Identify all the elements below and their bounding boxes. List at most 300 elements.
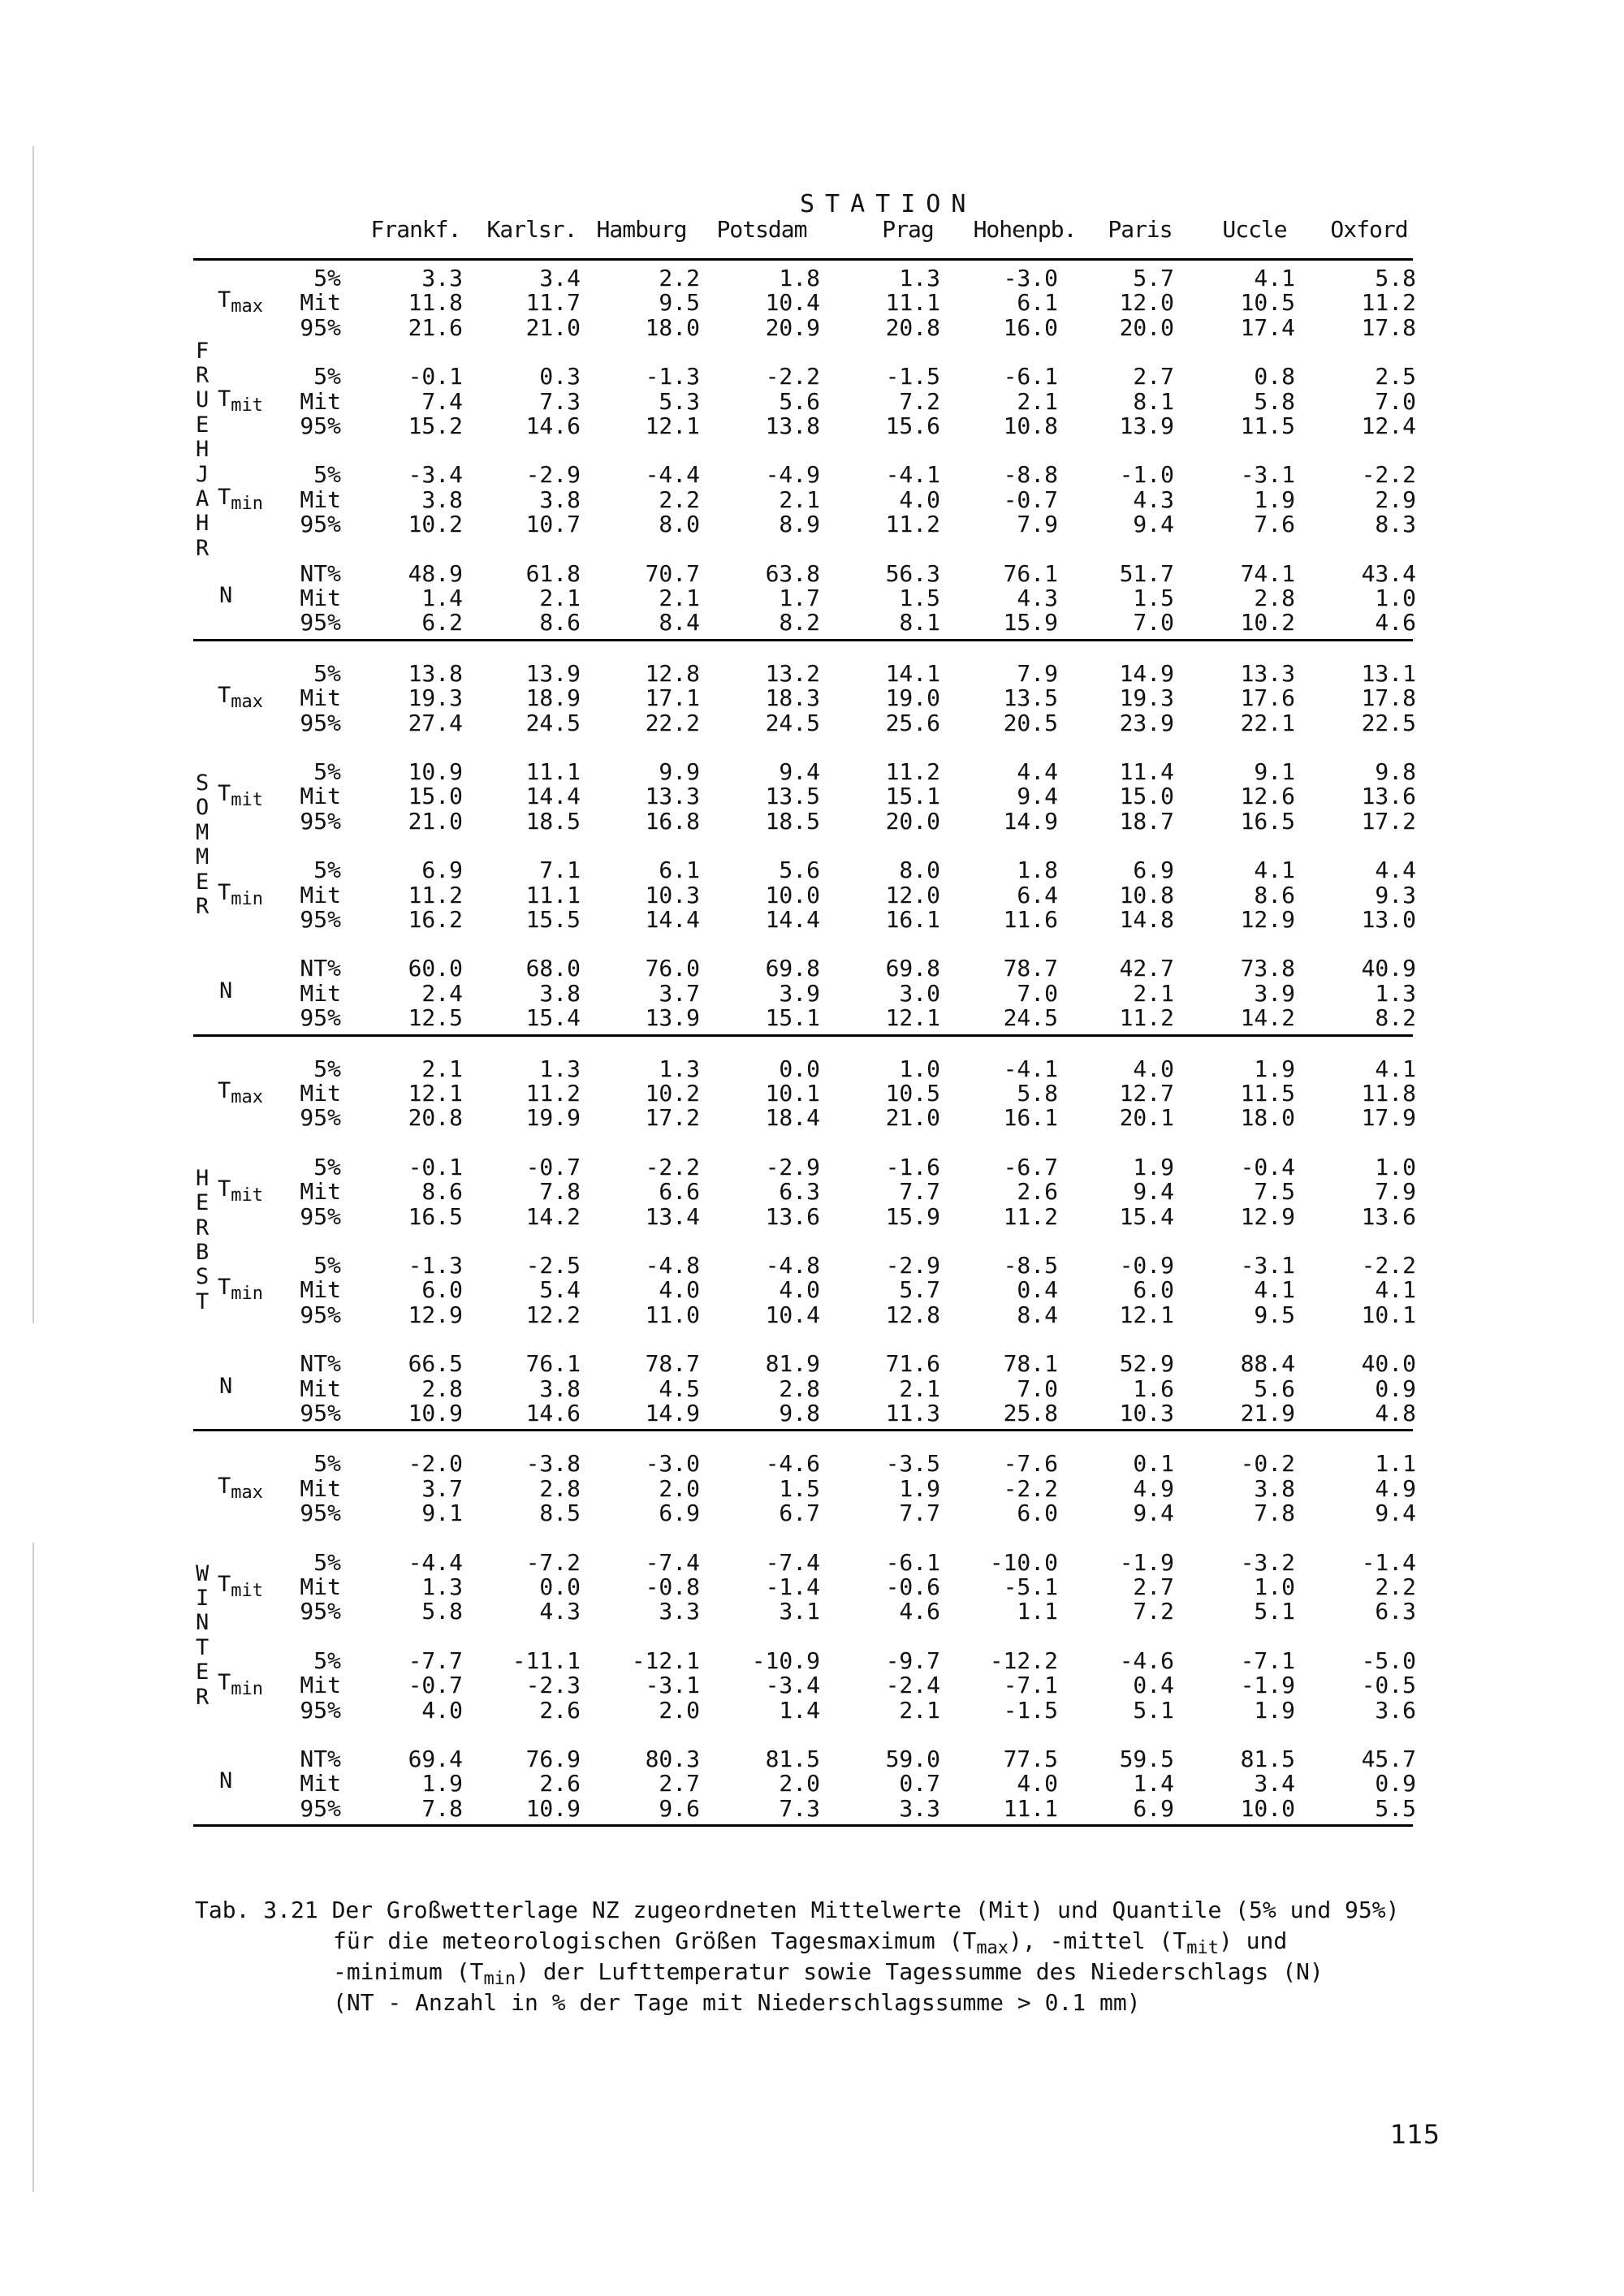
season-rule xyxy=(193,1429,1413,1431)
value-cell: 2.8 xyxy=(779,1375,820,1402)
season-letter: H xyxy=(196,1165,209,1191)
value-cell: 13.8 xyxy=(408,659,463,687)
value-cell: 20.8 xyxy=(408,1104,463,1132)
value-cell: 0.4 xyxy=(1017,1276,1058,1304)
value-cell: 69.8 xyxy=(765,955,820,982)
value-cell: 68.0 xyxy=(525,955,581,982)
value-cell: 1.9 xyxy=(1254,1696,1295,1724)
value-cell: -1.9 xyxy=(1119,1548,1174,1576)
value-cell: 73.8 xyxy=(1240,955,1295,982)
season-letter: I xyxy=(196,1586,209,1611)
value-cell: 2.1 xyxy=(421,1055,463,1082)
value-cell: 3.1 xyxy=(779,1598,820,1625)
variable-label: $T_{mit}$ xyxy=(218,1176,264,1206)
value-cell: 15.1 xyxy=(885,783,940,810)
season-letter: B xyxy=(196,1240,209,1265)
value-cell: 1.0 xyxy=(1254,1573,1295,1600)
value-cell: 51.7 xyxy=(1119,559,1174,587)
value-cell: 16.5 xyxy=(1240,807,1295,835)
value-cell: 8.9 xyxy=(779,511,820,538)
value-cell: 81.9 xyxy=(765,1350,820,1378)
quantile-label: NT% xyxy=(300,559,341,587)
value-cell: 1.0 xyxy=(1375,585,1416,611)
value-cell: 12.8 xyxy=(885,1301,940,1328)
value-cell: 2.5 xyxy=(1375,363,1416,391)
value-cell: 8.6 xyxy=(1254,881,1295,908)
quantile-label: Mit xyxy=(300,1672,341,1699)
season-rule xyxy=(193,1824,1413,1827)
value-cell: 1.3 xyxy=(1375,979,1416,1007)
value-cell: 0.8 xyxy=(1254,363,1295,391)
value-cell: 1.5 xyxy=(779,1474,820,1502)
value-cell: 18.7 xyxy=(1119,807,1174,835)
caption-line-2: für die meteorologischen Größen Tagesmaximum $(T_{max})$, -mittel $(T_{mit})$ und xyxy=(333,1927,1288,1958)
caption-line-4: (NT - Anzahl in % der Tage mit Niederschlagssumme > 0.1 mm) xyxy=(333,1989,1141,2016)
value-cell: 10.1 xyxy=(1361,1301,1416,1328)
quantile-label: Mit xyxy=(300,1375,341,1402)
value-cell: -0.2 xyxy=(1240,1450,1295,1478)
value-cell: -10.0 xyxy=(989,1548,1058,1576)
value-cell: 10.9 xyxy=(408,758,463,785)
value-cell: -2.2 xyxy=(1003,1474,1058,1502)
quantile-label: 95% xyxy=(300,1301,341,1328)
value-cell: -0.7 xyxy=(1003,486,1058,513)
value-cell: 13.8 xyxy=(765,412,820,439)
value-cell: -7.6 xyxy=(1003,1450,1058,1478)
quantile-label: Mit xyxy=(300,881,341,908)
season-letter: E xyxy=(196,869,209,895)
variable-label: $T_{max}$ xyxy=(218,1078,264,1107)
variable-label: $T_{min}$ xyxy=(218,1670,264,1700)
value-cell: 10.2 xyxy=(645,1080,700,1107)
value-cell: 11.3 xyxy=(885,1400,940,1426)
value-cell: 4.1 xyxy=(1375,1055,1416,1082)
station-header: Paris xyxy=(1108,216,1173,243)
value-cell: 7.8 xyxy=(1254,1500,1295,1527)
value-cell: 7.7 xyxy=(899,1178,940,1206)
quantile-label: 95% xyxy=(300,807,341,835)
value-cell: 4.9 xyxy=(1133,1474,1174,1502)
value-cell: 1.3 xyxy=(659,1055,700,1082)
value-cell: 15.9 xyxy=(885,1202,940,1230)
value-cell: 10.4 xyxy=(765,289,820,317)
value-cell: -1.3 xyxy=(645,363,700,391)
value-cell: -4.1 xyxy=(885,461,940,489)
value-cell: 19.3 xyxy=(408,684,463,712)
value-cell: 18.0 xyxy=(1240,1104,1295,1132)
quantile-label: 5% xyxy=(313,1450,341,1478)
scan-margin-line xyxy=(32,1543,34,2192)
value-cell: 21.0 xyxy=(525,313,581,341)
value-cell: 15.4 xyxy=(1119,1202,1174,1230)
value-cell: 11.2 xyxy=(885,758,940,785)
value-cell: 2.1 xyxy=(539,585,581,611)
value-cell: 61.8 xyxy=(525,559,581,587)
value-cell: -1.5 xyxy=(885,363,940,391)
value-cell: 0.9 xyxy=(1375,1375,1416,1402)
value-cell: 12.1 xyxy=(1119,1301,1174,1328)
value-cell: 14.9 xyxy=(1003,807,1058,835)
value-cell: 21.0 xyxy=(885,1104,940,1132)
value-cell: 13.9 xyxy=(645,1004,700,1032)
value-cell: 4.0 xyxy=(659,1276,700,1304)
value-cell: 4.1 xyxy=(1254,265,1295,291)
value-cell: 4.0 xyxy=(1017,1770,1058,1798)
value-cell: -3.8 xyxy=(525,1450,581,1478)
value-cell: 16.1 xyxy=(885,906,940,933)
variable-label: N xyxy=(219,583,233,608)
value-cell: 9.4 xyxy=(779,758,820,785)
quantile-label: 95% xyxy=(300,1202,341,1230)
header-rule xyxy=(193,258,1413,261)
value-cell: 11.1 xyxy=(1003,1794,1058,1822)
quantile-label: Mit xyxy=(300,783,341,810)
value-cell: 6.9 xyxy=(421,857,463,884)
season-letter: R xyxy=(196,535,209,561)
value-cell: 17.4 xyxy=(1240,313,1295,341)
value-cell: 13.9 xyxy=(525,659,581,687)
value-cell: 1.9 xyxy=(899,1474,940,1502)
value-cell: 7.9 xyxy=(1017,511,1058,538)
value-cell: 7.9 xyxy=(1375,1178,1416,1206)
value-cell: 12.8 xyxy=(645,659,700,687)
value-cell: 2.2 xyxy=(659,486,700,513)
value-cell: 69.4 xyxy=(408,1746,463,1772)
quantile-label: 95% xyxy=(300,709,341,736)
value-cell: 5.7 xyxy=(1133,265,1174,291)
value-cell: 12.5 xyxy=(408,1004,463,1032)
value-cell: -1.4 xyxy=(765,1573,820,1600)
value-cell: 4.1 xyxy=(1254,1276,1295,1304)
quantile-label: Mit xyxy=(300,387,341,415)
value-cell: 6.0 xyxy=(421,1276,463,1304)
value-cell: 8.4 xyxy=(1017,1301,1058,1328)
value-cell: 8.4 xyxy=(659,609,700,637)
value-cell: 6.9 xyxy=(659,1500,700,1527)
value-cell: -7.4 xyxy=(645,1548,700,1576)
value-cell: 2.6 xyxy=(539,1696,581,1724)
value-cell: -6.7 xyxy=(1003,1153,1058,1180)
value-cell: 6.1 xyxy=(659,857,700,884)
value-cell: 7.3 xyxy=(539,387,581,415)
quantile-label: Mit xyxy=(300,1178,341,1206)
value-cell: 13.1 xyxy=(1361,659,1416,687)
value-cell: 4.0 xyxy=(421,1696,463,1724)
value-cell: 70.7 xyxy=(645,559,700,587)
value-cell: 1.6 xyxy=(1133,1375,1174,1402)
quantile-label: 95% xyxy=(300,1696,341,1724)
value-cell: 9.8 xyxy=(1375,758,1416,785)
value-cell: 8.0 xyxy=(899,857,940,884)
value-cell: 12.7 xyxy=(1119,1080,1174,1107)
value-cell: 10.5 xyxy=(885,1080,940,1107)
value-cell: 10.3 xyxy=(645,881,700,908)
value-cell: 4.5 xyxy=(659,1375,700,1402)
variable-label: $T_{min}$ xyxy=(218,484,264,514)
value-cell: 2.8 xyxy=(1254,585,1295,611)
quantile-label: 5% xyxy=(313,1252,341,1279)
value-cell: 6.3 xyxy=(1375,1598,1416,1625)
value-cell: 8.0 xyxy=(659,511,700,538)
quantile-label: 5% xyxy=(313,363,341,391)
quantile-label: 95% xyxy=(300,1598,341,1625)
value-cell: 3.9 xyxy=(1254,979,1295,1007)
value-cell: 2.9 xyxy=(1375,486,1416,513)
value-cell: 4.8 xyxy=(1375,1400,1416,1426)
value-cell: 7.9 xyxy=(1017,659,1058,687)
value-cell: 24.5 xyxy=(525,709,581,736)
value-cell: 15.2 xyxy=(408,412,463,439)
quantile-label: 95% xyxy=(300,1400,341,1426)
value-cell: -0.6 xyxy=(885,1573,940,1600)
value-cell: 1.1 xyxy=(1375,1450,1416,1478)
value-cell: 12.1 xyxy=(408,1080,463,1107)
value-cell: 9.4 xyxy=(1017,783,1058,810)
quantile-label: 5% xyxy=(313,857,341,884)
value-cell: -2.2 xyxy=(1361,461,1416,489)
value-cell: -8.8 xyxy=(1003,461,1058,489)
value-cell: 0.4 xyxy=(1133,1672,1174,1699)
quantile-label: 95% xyxy=(300,906,341,933)
value-cell: 7.0 xyxy=(1017,1375,1058,1402)
value-cell: 3.8 xyxy=(539,1375,581,1402)
value-cell: 20.0 xyxy=(885,807,940,835)
value-cell: 7.2 xyxy=(1133,1598,1174,1625)
value-cell: 81.5 xyxy=(1240,1746,1295,1772)
quantile-label: 95% xyxy=(300,1004,341,1032)
caption-line-3: -minimum $(T_{min})$ der Lufttemperatur sowie Tagessumme des Niederschlags (N) xyxy=(333,1958,1324,1989)
value-cell: 22.2 xyxy=(645,709,700,736)
season-letter: R xyxy=(196,1684,209,1710)
value-cell: 7.8 xyxy=(539,1178,581,1206)
value-cell: 2.2 xyxy=(659,265,700,291)
value-cell: 15.5 xyxy=(525,906,581,933)
value-cell: 7.6 xyxy=(1254,511,1295,538)
value-cell: 59.0 xyxy=(885,1746,940,1772)
value-cell: 7.5 xyxy=(1254,1178,1295,1206)
value-cell: 17.1 xyxy=(645,684,700,712)
value-cell: 13.5 xyxy=(1003,684,1058,712)
value-cell: 14.4 xyxy=(765,906,820,933)
value-cell: 11.8 xyxy=(1361,1080,1416,1107)
value-cell: 10.2 xyxy=(1240,609,1295,637)
value-cell: 78.1 xyxy=(1003,1350,1058,1378)
variable-label: $T_{mit}$ xyxy=(218,1572,264,1601)
value-cell: 24.5 xyxy=(1003,1004,1058,1032)
value-cell: 21.0 xyxy=(408,807,463,835)
value-cell: 17.8 xyxy=(1361,313,1416,341)
caption-label: Tab. 3.21 xyxy=(195,1897,318,1923)
variable-label: $T_{max}$ xyxy=(218,287,264,317)
value-cell: 7.2 xyxy=(899,387,940,415)
quantile-label: Mit xyxy=(300,1080,341,1107)
value-cell: 80.3 xyxy=(645,1746,700,1772)
value-cell: -3.0 xyxy=(645,1450,700,1478)
value-cell: -6.1 xyxy=(885,1548,940,1576)
variable-label: $T_{mit}$ xyxy=(218,386,264,416)
value-cell: 3.3 xyxy=(421,265,463,291)
value-cell: 5.8 xyxy=(1017,1080,1058,1107)
value-cell: -7.4 xyxy=(765,1548,820,1576)
value-cell: 14.2 xyxy=(525,1202,581,1230)
value-cell: 6.3 xyxy=(779,1178,820,1206)
quantile-label: 5% xyxy=(313,265,341,291)
value-cell: 2.1 xyxy=(899,1696,940,1724)
value-cell: 1.3 xyxy=(539,1055,581,1082)
value-cell: 25.8 xyxy=(1003,1400,1058,1426)
value-cell: 1.7 xyxy=(779,585,820,611)
value-cell: 21.6 xyxy=(408,313,463,341)
value-cell: -1.9 xyxy=(1240,1672,1295,1699)
value-cell: -9.7 xyxy=(885,1646,940,1674)
value-cell: 76.0 xyxy=(645,955,700,982)
value-cell: 14.9 xyxy=(645,1400,700,1426)
value-cell: 11.2 xyxy=(1361,289,1416,317)
value-cell: 1.0 xyxy=(1375,1153,1416,1180)
value-cell: 6.9 xyxy=(1133,1794,1174,1822)
value-cell: 5.4 xyxy=(539,1276,581,1304)
value-cell: 2.1 xyxy=(1133,979,1174,1007)
value-cell: 12.4 xyxy=(1361,412,1416,439)
value-cell: 4.6 xyxy=(1375,609,1416,637)
value-cell: 1.0 xyxy=(899,1055,940,1082)
value-cell: 11.7 xyxy=(525,289,581,317)
value-cell: 13.6 xyxy=(1361,1202,1416,1230)
variable-label: $T_{max}$ xyxy=(218,683,264,713)
value-cell: 6.1 xyxy=(1017,289,1058,317)
value-cell: 88.4 xyxy=(1240,1350,1295,1378)
value-cell: 20.1 xyxy=(1119,1104,1174,1132)
value-cell: 13.6 xyxy=(1361,783,1416,810)
value-cell: 5.8 xyxy=(1375,265,1416,291)
value-cell: 19.9 xyxy=(525,1104,581,1132)
value-cell: 12.1 xyxy=(645,412,700,439)
season-rule xyxy=(193,639,1413,641)
value-cell: 9.1 xyxy=(1254,758,1295,785)
value-cell: -10.9 xyxy=(751,1646,820,1674)
value-cell: 1.9 xyxy=(421,1770,463,1798)
season-letter: A xyxy=(196,486,209,511)
value-cell: 4.0 xyxy=(1133,1055,1174,1082)
value-cell: 3.8 xyxy=(1254,1474,1295,1502)
value-cell: 9.4 xyxy=(1375,1500,1416,1527)
value-cell: 5.8 xyxy=(421,1598,463,1625)
value-cell: 14.1 xyxy=(885,659,940,687)
value-cell: 12.9 xyxy=(408,1301,463,1328)
value-cell: -0.8 xyxy=(645,1573,700,1600)
value-cell: 52.9 xyxy=(1119,1350,1174,1378)
value-cell: 14.4 xyxy=(525,783,581,810)
value-cell: -0.4 xyxy=(1240,1153,1295,1180)
value-cell: 4.3 xyxy=(539,1598,581,1625)
value-cell: -2.2 xyxy=(765,363,820,391)
quantile-label: 95% xyxy=(300,1104,341,1132)
value-cell: 9.4 xyxy=(1133,1178,1174,1206)
value-cell: -4.8 xyxy=(765,1252,820,1279)
value-cell: 13.4 xyxy=(645,1202,700,1230)
station-header: Potsdam xyxy=(716,216,807,243)
value-cell: 0.0 xyxy=(779,1055,820,1082)
value-cell: 2.0 xyxy=(659,1474,700,1502)
value-cell: 6.6 xyxy=(659,1178,700,1206)
value-cell: 48.9 xyxy=(408,559,463,587)
value-cell: 20.9 xyxy=(765,313,820,341)
quantile-label: Mit xyxy=(300,585,341,611)
value-cell: 6.7 xyxy=(779,1500,820,1527)
value-cell: 4.3 xyxy=(1133,486,1174,513)
value-cell: 16.5 xyxy=(408,1202,463,1230)
station-title: STATION xyxy=(800,190,977,218)
value-cell: 27.4 xyxy=(408,709,463,736)
variable-label: N xyxy=(219,978,233,1003)
value-cell: 4.0 xyxy=(899,486,940,513)
value-cell: 8.2 xyxy=(779,609,820,637)
value-cell: 11.6 xyxy=(1003,906,1058,933)
value-cell: 14.4 xyxy=(645,906,700,933)
value-cell: 19.3 xyxy=(1119,684,1174,712)
season-letter: E xyxy=(196,1190,209,1216)
season-letter: E xyxy=(196,412,209,438)
value-cell: 5.1 xyxy=(1254,1598,1295,1625)
season-rule xyxy=(193,1034,1413,1037)
value-cell: 14.6 xyxy=(525,412,581,439)
value-cell: 3.8 xyxy=(539,979,581,1007)
value-cell: 19.0 xyxy=(885,684,940,712)
quantile-label: 5% xyxy=(313,1055,341,1082)
quantile-label: Mit xyxy=(300,684,341,712)
value-cell: 8.3 xyxy=(1375,511,1416,538)
value-cell: -3.1 xyxy=(645,1672,700,1699)
value-cell: 12.9 xyxy=(1240,906,1295,933)
value-cell: 16.0 xyxy=(1003,313,1058,341)
value-cell: 1.4 xyxy=(421,585,463,611)
value-cell: 45.7 xyxy=(1361,1746,1416,1772)
value-cell: 4.0 xyxy=(779,1276,820,1304)
quantile-label: Mit xyxy=(300,1276,341,1304)
quantile-label: Mit xyxy=(300,979,341,1007)
value-cell: 12.9 xyxy=(1240,1202,1295,1230)
value-cell: -4.6 xyxy=(1119,1646,1174,1674)
value-cell: 13.3 xyxy=(1240,659,1295,687)
value-cell: 5.3 xyxy=(659,387,700,415)
value-cell: 1.1 xyxy=(1017,1598,1058,1625)
variable-label: N xyxy=(219,1768,233,1794)
value-cell: 2.1 xyxy=(1017,387,1058,415)
value-cell: 0.0 xyxy=(539,1573,581,1600)
value-cell: 7.4 xyxy=(421,387,463,415)
season-letter: R xyxy=(196,894,209,919)
value-cell: 0.7 xyxy=(899,1770,940,1798)
value-cell: 17.2 xyxy=(1361,807,1416,835)
value-cell: 16.8 xyxy=(645,807,700,835)
value-cell: -6.1 xyxy=(1003,363,1058,391)
value-cell: 59.5 xyxy=(1119,1746,1174,1772)
quantile-label: 5% xyxy=(313,758,341,785)
value-cell: -0.7 xyxy=(525,1153,581,1180)
quantile-label: 5% xyxy=(313,659,341,687)
variable-label: $T_{min}$ xyxy=(218,1275,264,1305)
value-cell: 16.2 xyxy=(408,906,463,933)
value-cell: 5.6 xyxy=(779,387,820,415)
value-cell: 2.1 xyxy=(779,486,820,513)
value-cell: 12.0 xyxy=(1119,289,1174,317)
value-cell: 7.1 xyxy=(539,857,581,884)
value-cell: 9.4 xyxy=(1133,511,1174,538)
value-cell: 14.8 xyxy=(1119,906,1174,933)
value-cell: 12.2 xyxy=(525,1301,581,1328)
station-header: Oxford xyxy=(1330,216,1408,243)
value-cell: 3.0 xyxy=(899,979,940,1007)
